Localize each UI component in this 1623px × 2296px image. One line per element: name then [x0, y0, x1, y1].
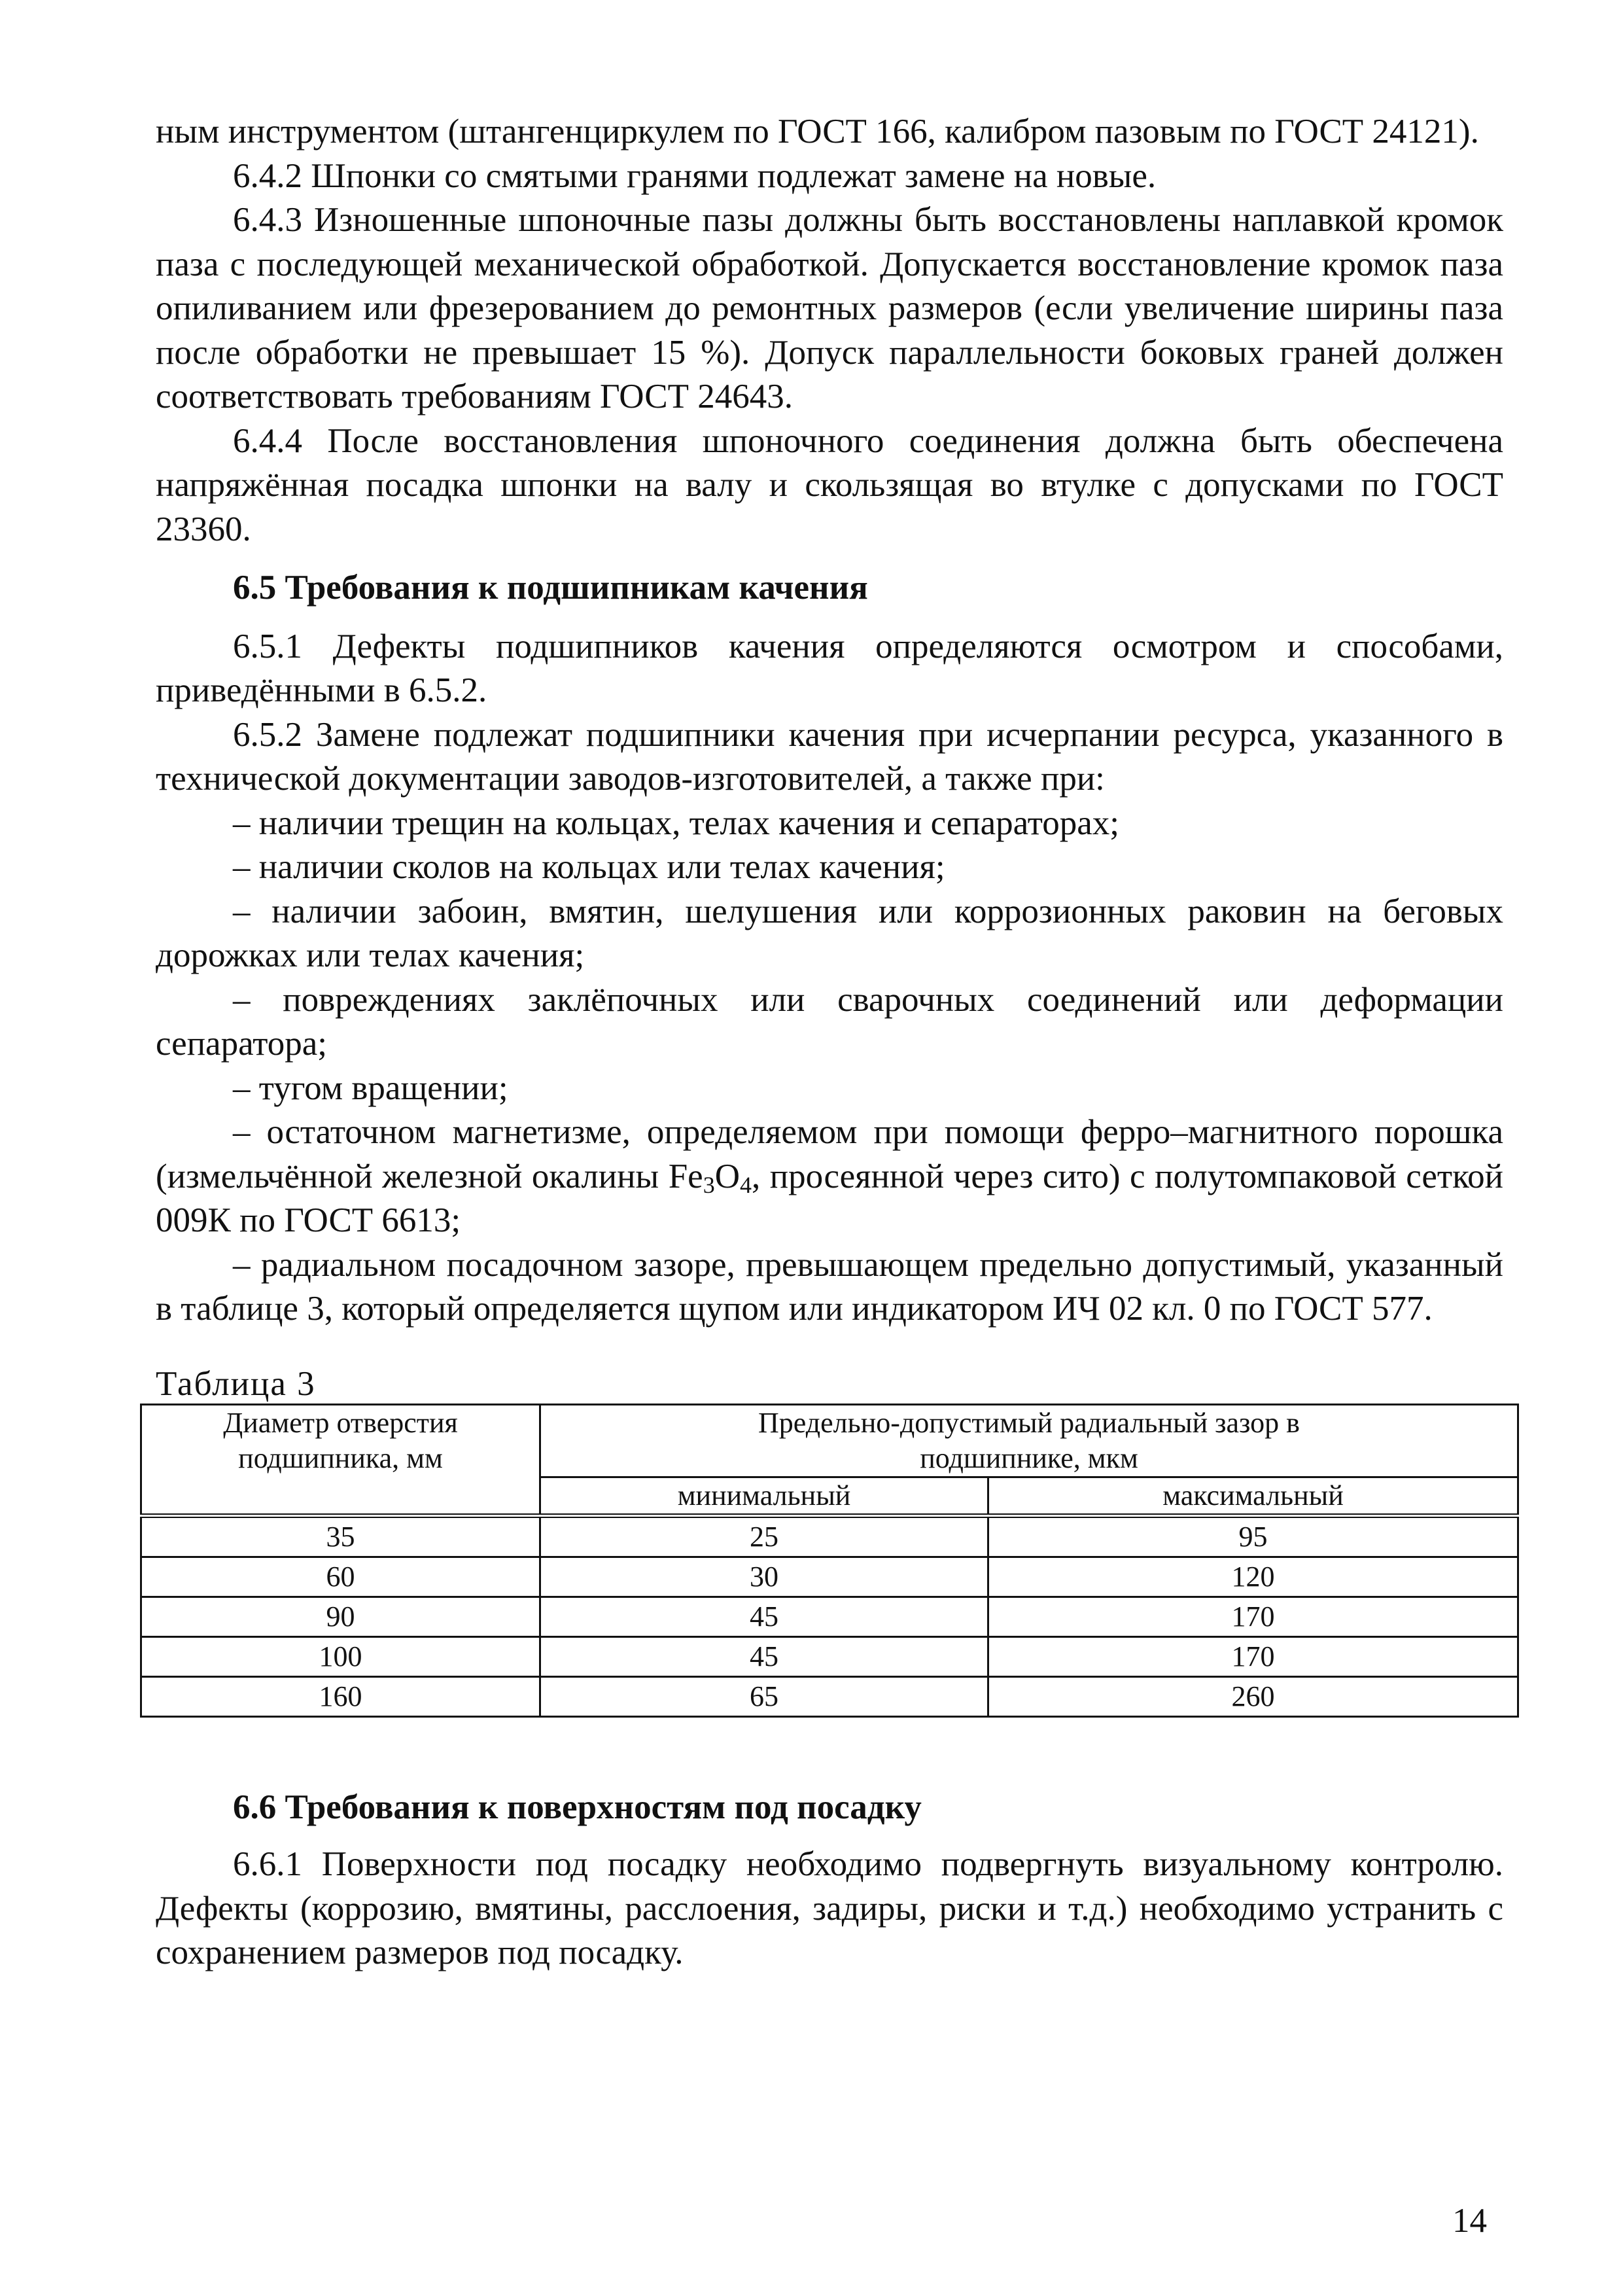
table-body: [141, 1515, 1518, 1716]
list-item-6-part-3: , просеянной через сито) с полутомпаковой сеткой 009К по ГОСТ 6613;: [156, 1157, 1504, 1239]
header-bore-diameter: Диаметр отверстия подшипника, мм: [141, 1404, 540, 1515]
table-row: [141, 1597, 1518, 1636]
cell-diameter: 160: [141, 1676, 540, 1716]
cell-min-clearance: 45: [540, 1636, 988, 1676]
page-body: [156, 110, 1503, 1975]
cell-min-clearance: 45: [540, 1597, 988, 1636]
table-3: [140, 1404, 1519, 1718]
paragraph-6-4-3: 6.4.3 Изношенные шпоночные пазы должны быть восстановлены наплавкой кромок паза с последующей механической обработкой. Допускается восстановление кромок паза опиливанием или фрезерованием до ремонтных размеров (если увеличение ширины паза после обработки не превышает 15 %). Допуск параллельности боковых граней должен соответствовать требованиям ГОСТ 24643.: [156, 201, 1503, 415]
table-row: [141, 1676, 1518, 1716]
page-number: 14: [1452, 2202, 1487, 2240]
paragraph-6-5-2: 6.5.2 Замене подлежат подшипники качения при исчерпании ресурса, указанного в технической документации заводов-изготовителей, а также при:: [156, 715, 1503, 798]
table-caption: Таблица 3: [156, 1364, 316, 1403]
list-item-6-part-2: O: [714, 1157, 740, 1195]
list-item-7: – радиальном посадочном зазоре, превышающем предельно допустимый, указанный в таблице 3, который определяется щупом или индикатором ИЧ 02 кл. 0 по ГОСТ 577.: [156, 1245, 1503, 1328]
subscript-4: 4: [739, 1171, 752, 1198]
table-row: [141, 1515, 1518, 1557]
heading-6-5: 6.5 Требования к подшипникам качения: [233, 569, 868, 607]
list-item-6-part-1: – остаточном магнетизме, определяемом при помощи ферро–магнитного порошка (измельчённой железной окалины Fe: [156, 1113, 1503, 1195]
cell-diameter: 35: [141, 1515, 540, 1557]
header-maximum: максимальный: [988, 1477, 1518, 1515]
list-item-2: – наличии сколов на кольцах или телах качения;: [233, 848, 945, 886]
cell-diameter: 90: [141, 1597, 540, 1636]
cell-max-clearance: 260: [988, 1676, 1518, 1716]
paragraph-6-4-4: 6.4.4 После восстановления шпоночного соединения должна быть обеспечена напряжённая посадка шпонки на валу и скользящая во втулке с допусками по ГОСТ 23360.: [156, 421, 1503, 548]
cell-max-clearance: 95: [988, 1515, 1518, 1557]
paragraph-continuation: ным инструментом (штангенциркулем по ГОСТ 166, калибром пазовым по ГОСТ 24121).: [156, 113, 1479, 150]
list-item-1: – наличии трещин на кольцах, телах качения и сепараторах;: [233, 804, 1120, 842]
paragraph-6-5-1: 6.5.1 Дефекты подшипников качения определяются осмотром и способами, приведёнными в 6.5.2.: [156, 627, 1503, 709]
header-radial-clearance: Предельно-допустимый радиальный зазор в подшипнике, мкм: [540, 1404, 1518, 1477]
cell-min-clearance: 65: [540, 1676, 988, 1716]
table-row: [141, 1557, 1518, 1597]
cell-min-clearance: 25: [540, 1515, 988, 1557]
header-minimum: минимальный: [540, 1477, 988, 1515]
paragraph-6-4-2: 6.4.2 Шпонки со смятыми гранями подлежат замене на новые.: [233, 156, 1157, 195]
list-item-3: – наличии забоин, вмятин, шелушения или коррозионных раковин на беговых дорожках или телах качения;: [156, 892, 1503, 974]
list-item-4: – повреждениях заклёпочных или сварочных соединений или деформации сепаратора;: [156, 980, 1503, 1063]
cell-diameter: 100: [141, 1636, 540, 1676]
table-row: [141, 1636, 1518, 1676]
cell-diameter: 60: [141, 1557, 540, 1597]
list-item-6: [156, 1110, 1503, 1243]
cell-max-clearance: 170: [988, 1636, 1518, 1676]
subscript-3: 3: [703, 1171, 715, 1198]
cell-max-clearance: 170: [988, 1597, 1518, 1636]
list-item-5: – тугом вращении;: [233, 1069, 508, 1107]
cell-min-clearance: 30: [540, 1557, 988, 1597]
heading-6-6: 6.6 Требования к поверхностям под посадку: [233, 1788, 922, 1826]
paragraph-6-6-1: 6.6.1 Поверхности под посадку необходимо подвергнуть визуальному контролю. Дефекты (коррозию, вмятины, расслоения, задиры, риски и т.д.) необходимо устранить с сохранением размеров под посадку.: [156, 1845, 1503, 1971]
cell-max-clearance: 120: [988, 1557, 1518, 1597]
